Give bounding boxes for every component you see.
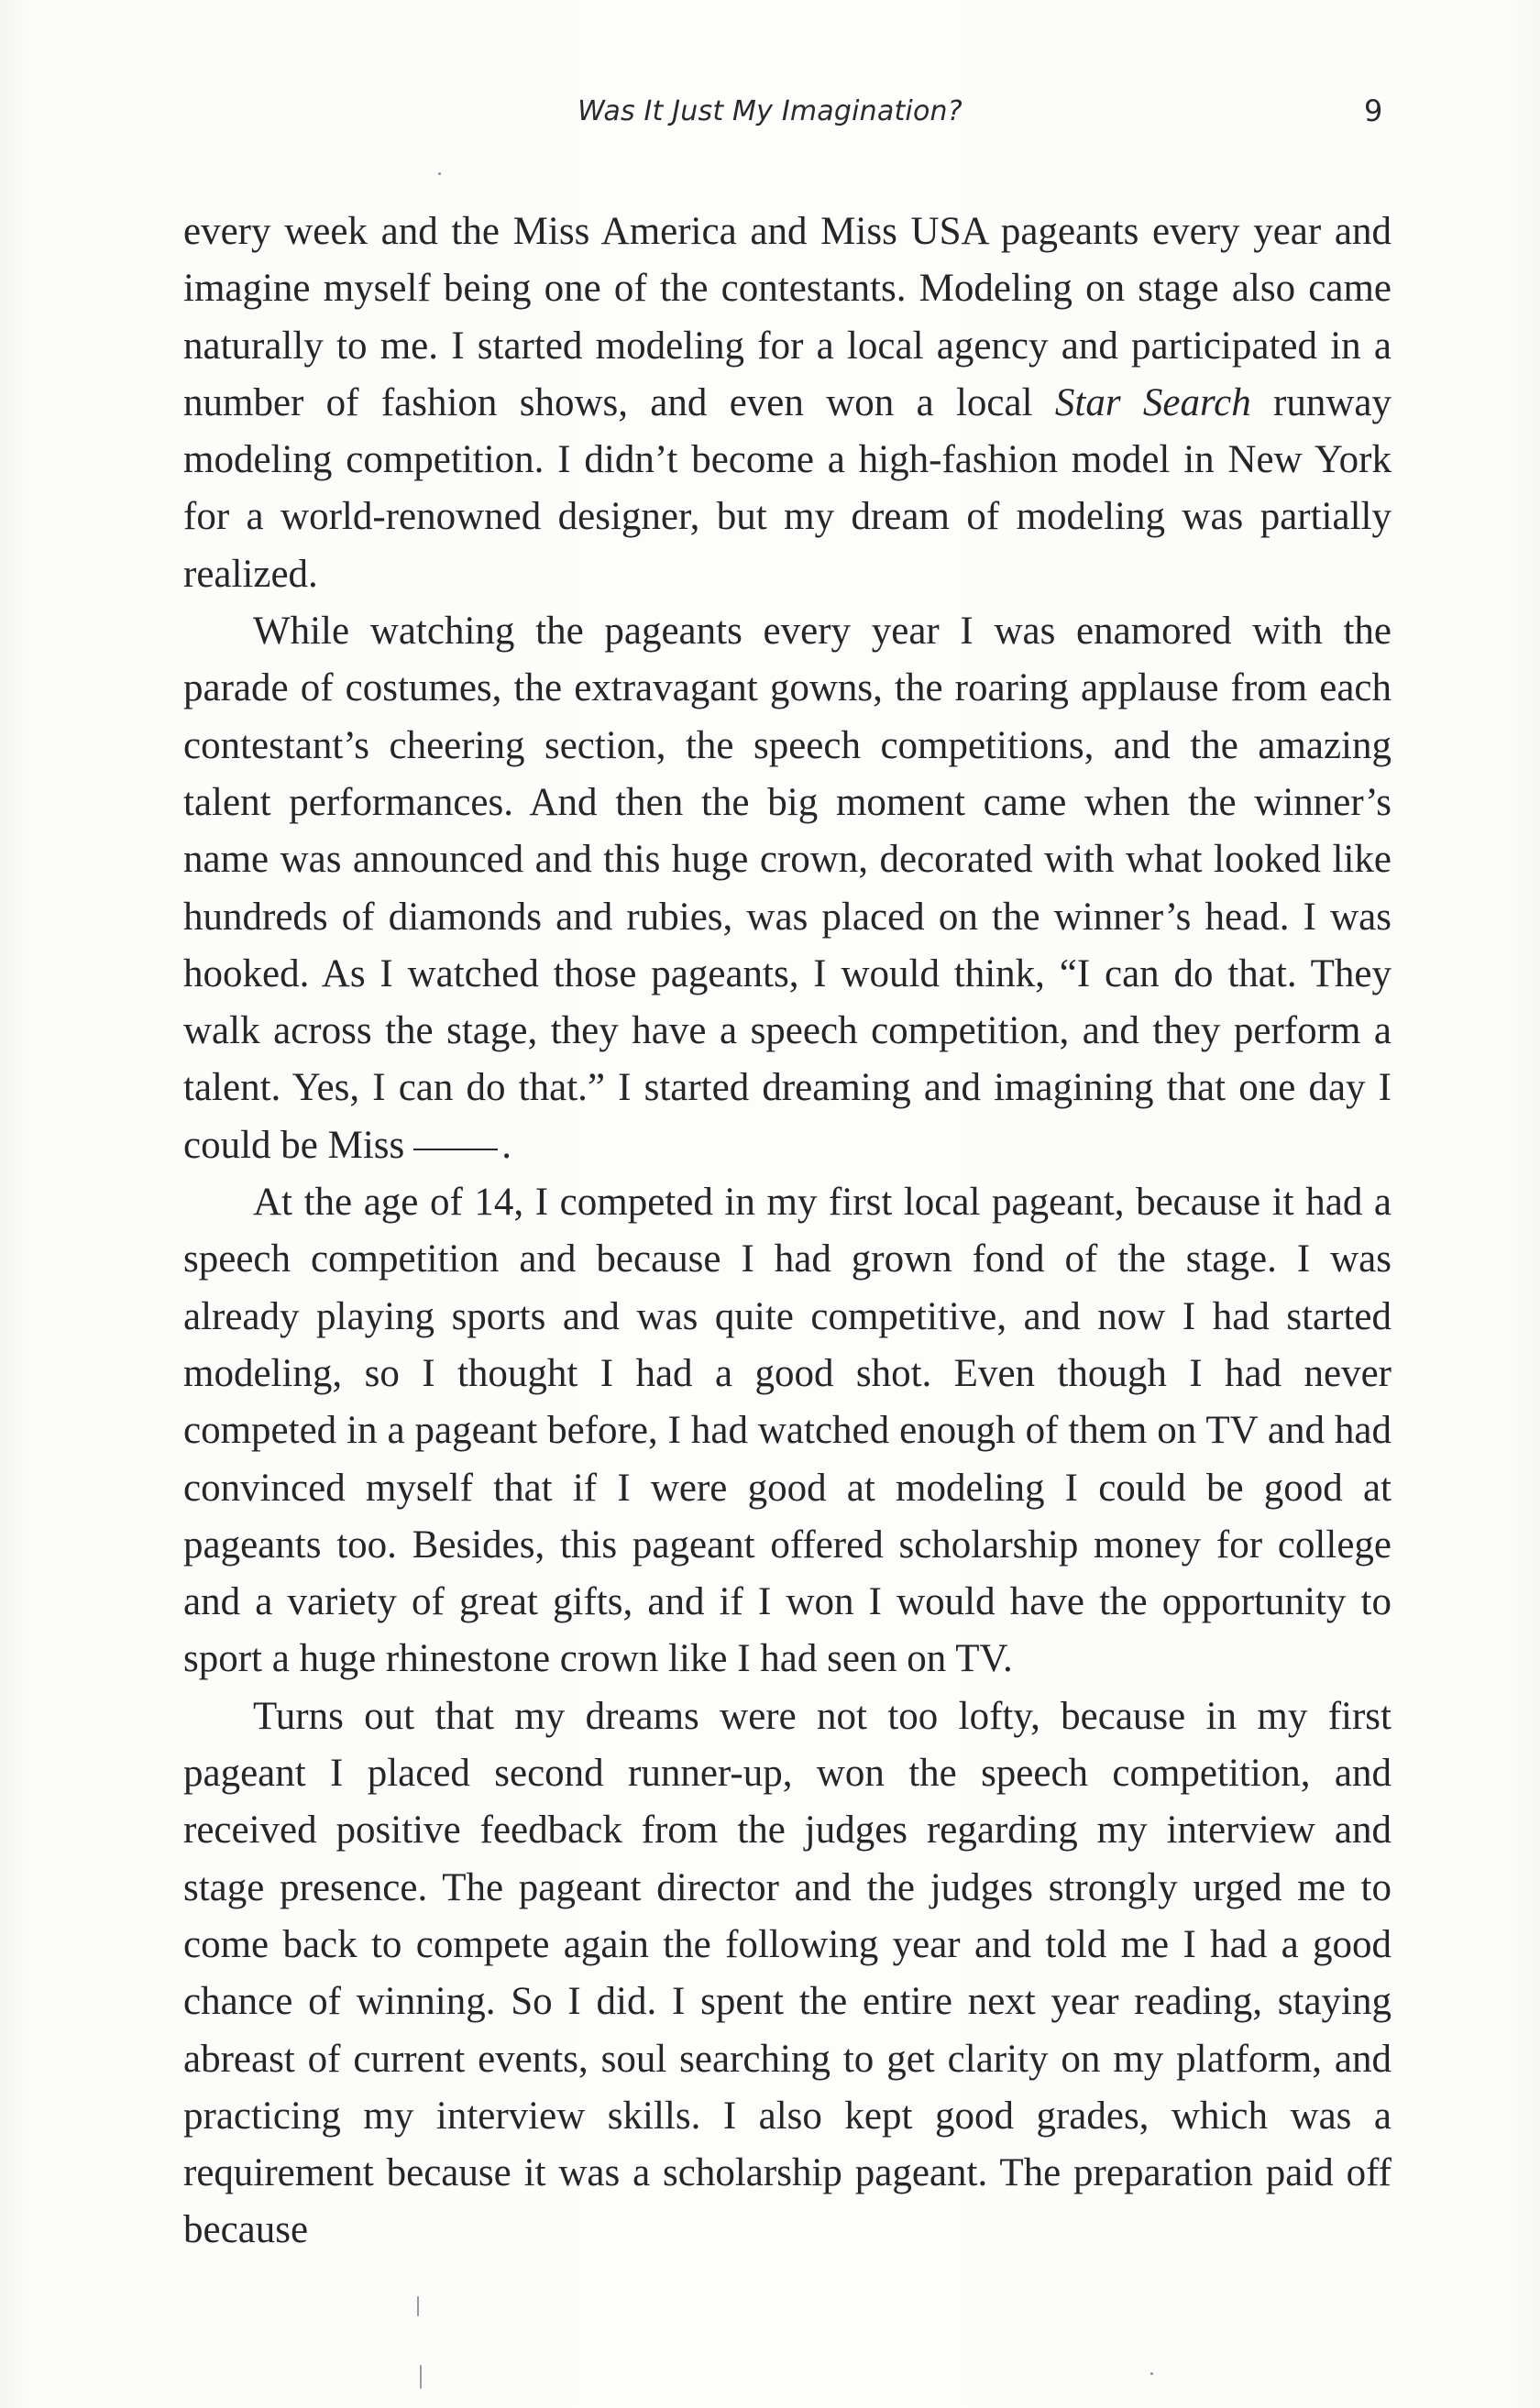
paragraph-4: Turns out that my dreams were not too lofty, because in my first pageant I placed second runner-up, won the speech competition, and received positive feedback from the judges regarding my interview and stage presence. The pageant director and the judges strongly urged me to come back to compete again the following year and told me I had a good chance of winning. So I did. I spent the entire next year reading, staying abreast of current events, soul searching to get clarity on my platform, and practicing my interview skills. I also kept good grades, which was a requirement because it was a scholarship pageant. The preparation paid off because — [183, 1694, 1392, 2252]
running-title: Was It Just My Imagination? — [578, 95, 962, 127]
paragraph-2-text: While watching the pageants every year I was enamored with the parade of costumes, the extravagant gowns, the roaring applause from each contestant’s cheering section, the speech competitions, and the amazing talent performances. And then the big moment came when the winner’s name was announced and this huge crown, decorated with what looked like hundreds of diamonds and rubies, was placed on the winner’s head. I was hooked. As I watched those pageants, I would think, “I can do that. They walk across the stage, they have a speech competition, and they perform a talent. Yes, I can do that.” I started dreaming and imagining that one day I could be Miss — [183, 610, 1392, 1167]
paragraph-1: every week and the Miss America and Miss USA pageants every year and imagine myself being one of the contestants. Modeling on stage also came naturally to me. I started modeling for a local agency and participated in a number of fashion shows, and even won a local Star Search runway modeling competition. I didn’t become a high-fashion model in New York for a world-renowned designer, but my dream of modeling was partially realized. — [183, 210, 1392, 596]
paragraph-2 — [183, 603, 1392, 1174]
paragraph-3: At the age of 14, I competed in my first local pageant, because it had a speech competition and because I had grown fond of the stage. I was already playing sports and was quite competitive, and now I had started modeling, so I thought I had a good shot. Even though I had never competed in a pageant before, I had watched enough of them on TV and had convinced myself that if I were good at modeling I could be good at pageants too. Besides, this pageant offered scholarship money for college and a variety of great gifts, and if I won I would have the opportunity to sport a huge rhinestone crown like I had seen on TV. — [183, 1181, 1392, 1681]
page-number: 9 — [1364, 93, 1383, 128]
blank-line — [413, 1149, 498, 1150]
body-text — [183, 203, 1392, 2260]
running-head — [0, 90, 1540, 136]
scan-speck — [417, 2296, 419, 2316]
scan-speck — [438, 172, 441, 175]
show-title: Star Search — [1054, 380, 1251, 424]
scan-speck — [420, 2365, 422, 2389]
scan-speck — [1150, 2372, 1153, 2375]
paragraph-2-end: . — [501, 1123, 512, 1167]
